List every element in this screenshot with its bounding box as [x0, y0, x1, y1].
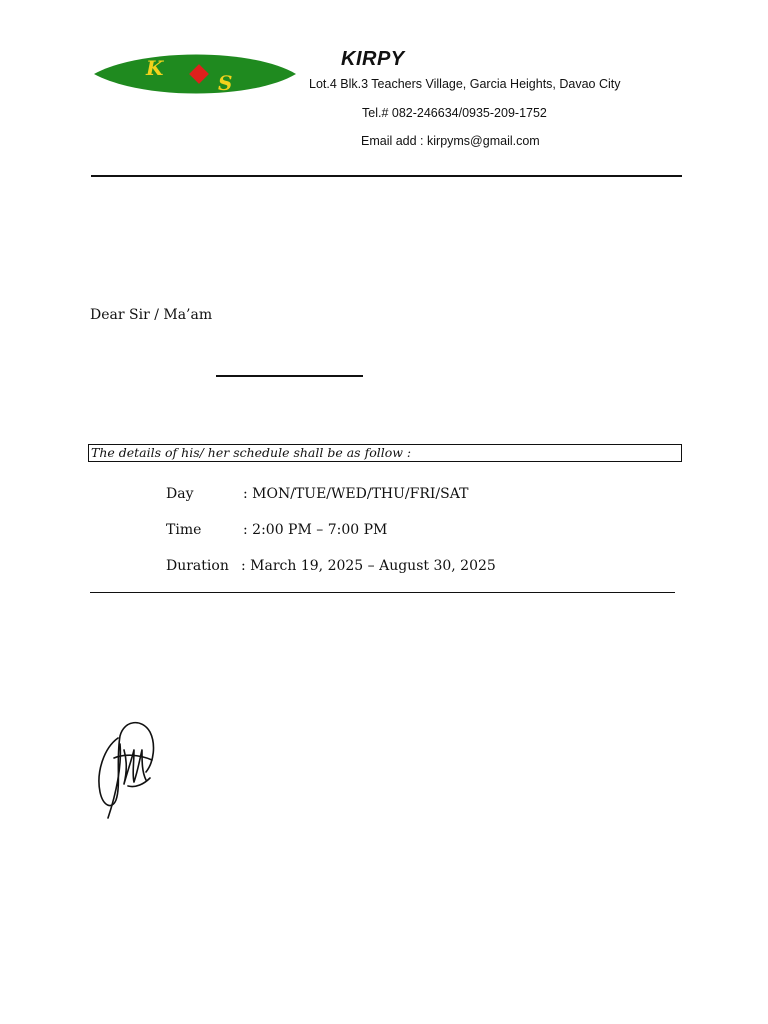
schedule-duration-label: Duration [166, 558, 229, 574]
header-divider [91, 175, 682, 177]
company-address: Lot.4 Blk.3 Teachers Village, Garcia Heights, Davao City [309, 77, 621, 91]
company-name: KIRPY [341, 48, 405, 70]
schedule-divider [90, 592, 675, 593]
company-email: Email add : kirpyms@gmail.com [361, 134, 540, 148]
schedule-details-heading: The details of his/ her schedule shall be as follow : [88, 444, 682, 462]
name-blank-line [216, 375, 363, 377]
company-phone: Tel.# 082-246634/0935-209-1752 [362, 106, 547, 120]
schedule-time-label: Time [166, 522, 202, 538]
logo-letter-k: K [146, 56, 164, 80]
handwritten-signature [94, 714, 158, 824]
salutation: Dear Sir / Ma’am [90, 307, 213, 323]
schedule-day-label: Day [166, 486, 194, 502]
schedule-day-value: : MON/TUE/WED/THU/FRI/SAT [243, 486, 469, 502]
company-logo [92, 52, 298, 98]
logo-letter-s: S [218, 71, 233, 95]
schedule-duration-value: : March 19, 2025 – August 30, 2025 [241, 558, 496, 574]
schedule-time-value: : 2:00 PM – 7:00 PM [243, 522, 388, 538]
